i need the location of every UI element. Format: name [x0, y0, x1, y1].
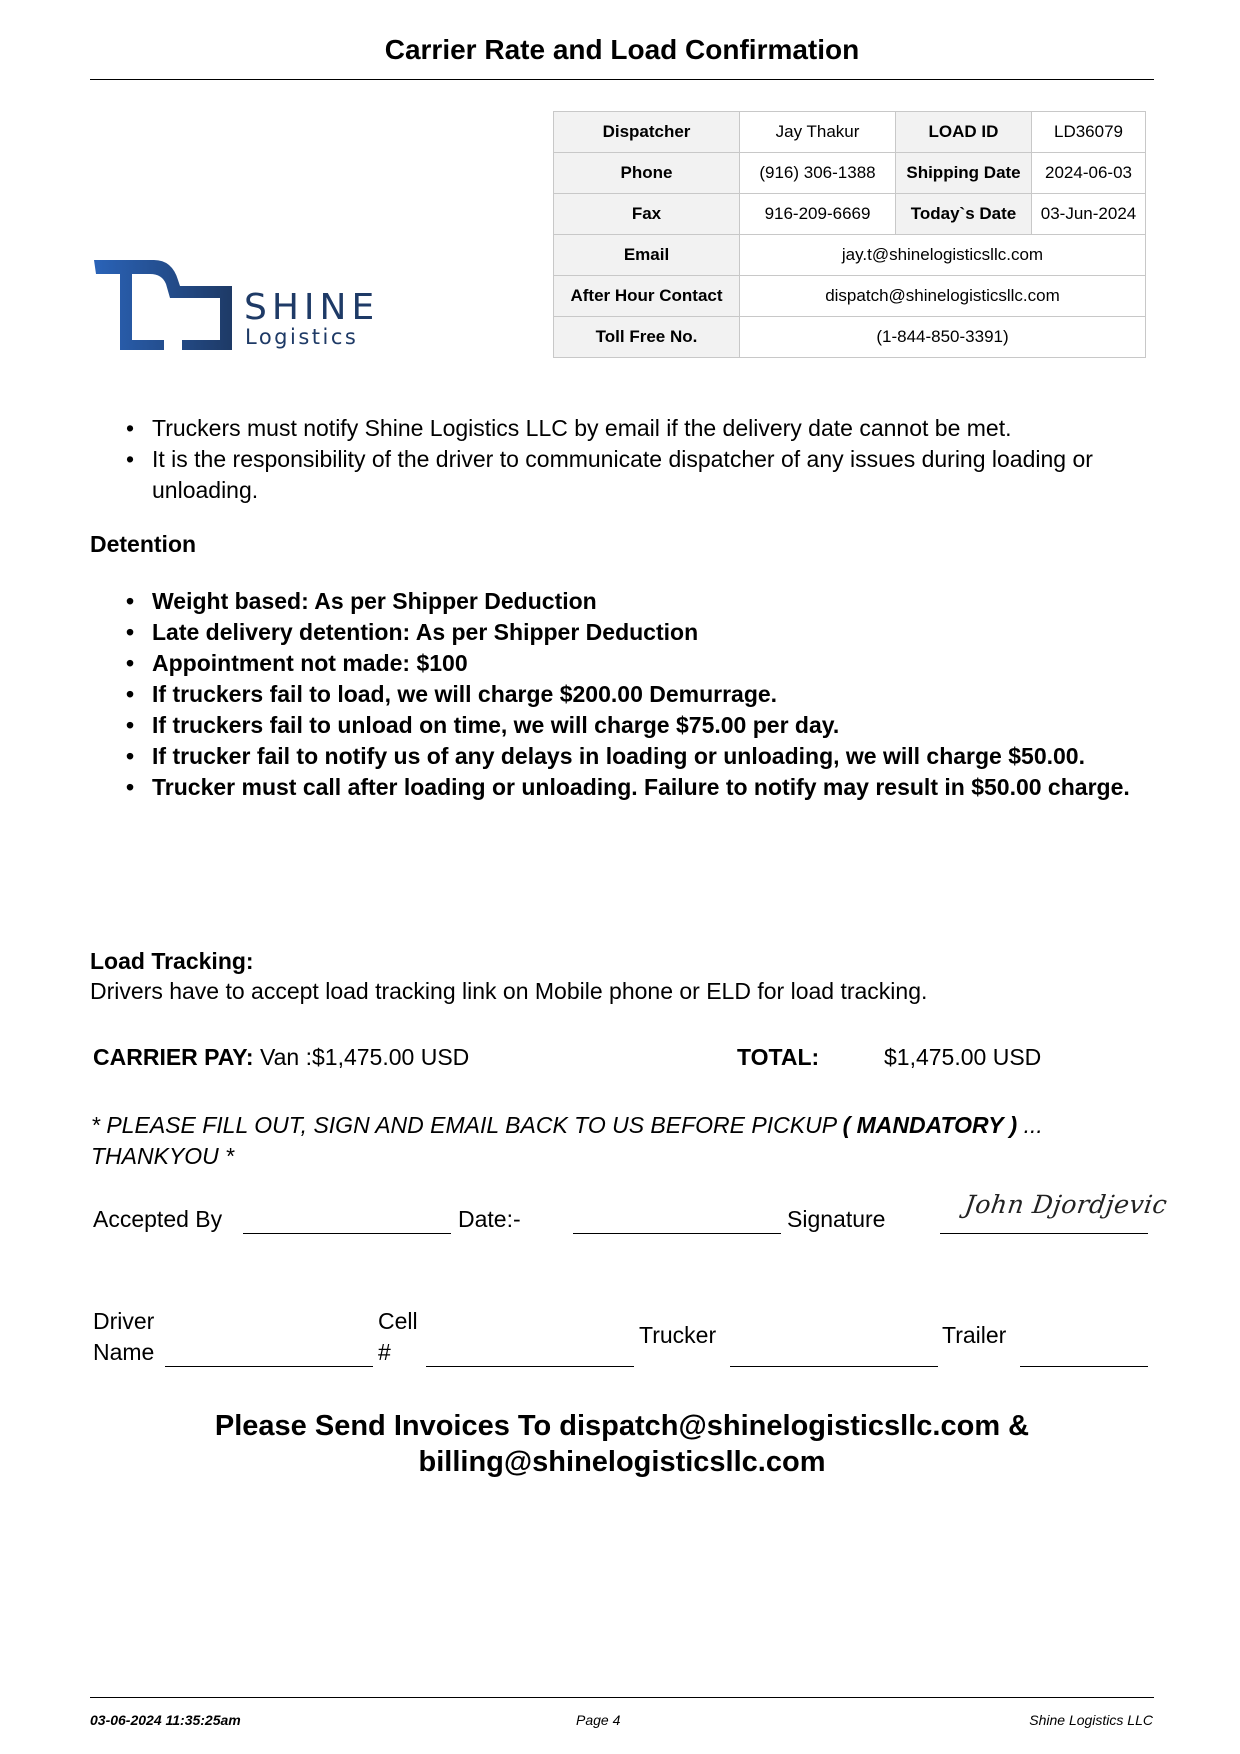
invoice-note: Please Send Invoices To dispatch@shinelogisticsllc.com & billing@shinelogisticsllc.com [214, 1410, 1030, 1478]
logo-mark-icon [92, 258, 242, 352]
list-item: • It is the responsibility of the driver to communicate dispatcher of any issues during loading or unloading. [90, 444, 1160, 506]
shipping-date-value: 2024-06-03 [1032, 153, 1146, 194]
load-id-value: LD36079 [1032, 112, 1146, 153]
footer-page-number: Page 4 [576, 1712, 621, 1728]
trucker-field[interactable] [730, 1366, 938, 1367]
fax-label: Fax [554, 194, 740, 235]
logo-subtitle: Logistics [245, 325, 359, 349]
cell-label [378, 1306, 418, 1368]
driver-label-line1: Driver [93, 1308, 155, 1334]
logo-wordmark: SHINE [244, 287, 380, 328]
cell-field[interactable] [426, 1366, 634, 1367]
load-tracking-heading: Load Tracking: [90, 948, 254, 974]
shipping-date-label: Shipping Date [896, 153, 1032, 194]
detention-heading: Detention [90, 531, 197, 557]
table-row [554, 194, 1146, 235]
list-item: • Late delivery detention: As per Shipper Deduction [90, 617, 1160, 648]
mandatory-note-emphasis: ( MANDATORY ) [842, 1112, 1018, 1138]
handwritten-signature: John Djordjevic [962, 1190, 1170, 1219]
carrier-pay-value: Van :$1,475.00 USD [260, 1044, 470, 1070]
list-item: • Truckers must notify Shine Logistics LLC by email if the delivery date cannot be met. [90, 413, 1160, 444]
notice-list [90, 413, 1160, 506]
table-row [554, 317, 1146, 358]
dispatcher-label: Dispatcher [554, 112, 740, 153]
mandatory-note-text: * PLEASE FILL OUT, SIGN AND EMAIL BACK TO US BEFORE PICKUP [91, 1112, 843, 1138]
list-item: • Trucker must call after loading or unloading. Failure to notify may result in $50.00 charge. [90, 772, 1160, 803]
signature-label: Signature [787, 1206, 886, 1232]
phone-label: Phone [554, 153, 740, 194]
signature-field[interactable] [940, 1233, 1148, 1234]
footer-divider [90, 1697, 1154, 1698]
trailer-label: Trailer [942, 1322, 1007, 1348]
driver-label-line2: Name [93, 1339, 155, 1365]
load-id-label: LOAD ID [896, 112, 1032, 153]
list-item: • Appointment not made: $100 [90, 648, 1160, 679]
mandatory-note-tail: ... THANKYOU * [91, 1112, 1043, 1169]
total-label: TOTAL: [737, 1044, 820, 1070]
page-title: Carrier Rate and Load Confirmation [384, 34, 860, 65]
phone-value: (916) 306-1388 [740, 153, 896, 194]
after-hour-label: After Hour Contact [554, 276, 740, 317]
mandatory-note [91, 1110, 1161, 1172]
driver-name-field[interactable] [165, 1366, 373, 1367]
date-field[interactable] [573, 1233, 781, 1234]
email-label: Email [554, 235, 740, 276]
footer-timestamp: 03-06-2024 11:35:25am [90, 1712, 241, 1728]
email-value: jay.t@shinelogisticsllc.com [740, 235, 1146, 276]
list-item: • If truckers fail to load, we will charge $200.00 Demurrage. [90, 679, 1160, 710]
todays-date-label: Today`s Date [896, 194, 1032, 235]
table-row [554, 153, 1146, 194]
load-tracking-text: Drivers have to accept load tracking link on Mobile phone or ELD for load tracking. [90, 978, 928, 1004]
table-row [554, 235, 1146, 276]
carrier-pay-label: CARRIER PAY: [93, 1044, 254, 1070]
title-divider [90, 79, 1154, 80]
toll-free-value: (1-844-850-3391) [740, 317, 1146, 358]
todays-date-value: 03-Jun-2024 [1032, 194, 1146, 235]
dispatcher-value: Jay Thakur [740, 112, 896, 153]
toll-free-label: Toll Free No. [554, 317, 740, 358]
table-row [554, 276, 1146, 317]
list-item: • If truckers fail to unload on time, we will charge $75.00 per day. [90, 710, 1160, 741]
total-value: $1,475.00 USD [884, 1044, 1042, 1070]
after-hour-value: dispatch@shinelogisticsllc.com [740, 276, 1146, 317]
list-item: • Weight based: As per Shipper Deduction [90, 586, 1160, 617]
dispatch-info-table [553, 111, 1146, 358]
cell-label-line1: Cell [378, 1308, 418, 1334]
accepted-by-field[interactable] [243, 1233, 451, 1234]
table-row [554, 112, 1146, 153]
footer-company: Shine Logistics LLC [1029, 1712, 1153, 1728]
carrier-pay [93, 1044, 469, 1071]
date-label: Date:- [458, 1206, 521, 1232]
trailer-field[interactable] [1020, 1366, 1148, 1367]
detention-list [90, 586, 1160, 803]
shine-logistics-logo [92, 258, 382, 352]
driver-name-label [93, 1306, 154, 1368]
list-item: • If trucker fail to notify us of any delays in loading or unloading, we will charge $50.00. [90, 741, 1160, 772]
cell-label-line2: # [378, 1339, 391, 1365]
trucker-label: Trucker [639, 1322, 717, 1348]
accepted-by-label: Accepted By [93, 1206, 223, 1232]
fax-value: 916-209-6669 [740, 194, 896, 235]
